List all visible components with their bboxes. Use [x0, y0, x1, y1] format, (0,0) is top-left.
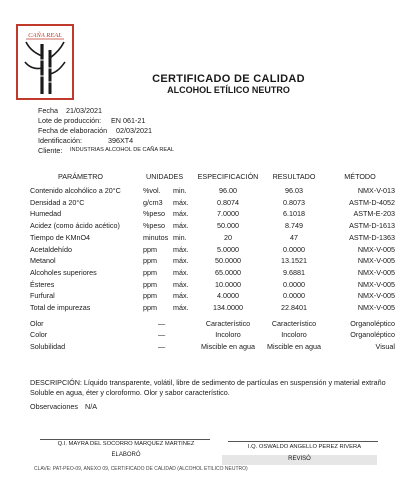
row-especificacion: 134.0000 [213, 303, 243, 312]
row-unidades: g/cm3 [143, 197, 163, 207]
row-especificacion: 96.00 [219, 186, 237, 195]
row-metodo: NMX-V-005 [357, 279, 395, 289]
row-parametro: Ésteres [30, 279, 55, 289]
row-resultado: 0.0000 [283, 291, 305, 301]
row-metodo: Organoléptico [350, 330, 395, 340]
row-parametro: Furfural [30, 291, 55, 301]
row-metodo: NMX-V-005 [357, 267, 395, 277]
observaciones-value: N/A [85, 402, 97, 411]
lote-value: EN 061-21 [111, 116, 146, 125]
row-parametro: Metanol [30, 256, 56, 266]
row-resultado: 8.749 [285, 221, 303, 231]
row-metodo: NMX-V-013 [357, 186, 395, 195]
row-parametro: Contenido alcohólico a 20°C [30, 186, 121, 195]
row-especificacion: 20 [224, 232, 232, 242]
row-unidades: ppm [143, 291, 157, 301]
header-resultado: RESULTADO [272, 172, 316, 181]
row-limite: máx. [173, 279, 189, 289]
row-parametro: Solubilidad [30, 342, 66, 352]
signature-line-right [228, 441, 378, 442]
elaboracion-value: 02/03/2021 [116, 126, 152, 135]
row-resultado: 6.1018 [283, 209, 305, 219]
identificacion-label: Identificación: [38, 136, 82, 145]
row-metodo: NMX-V-005 [357, 244, 395, 254]
row-limite: máx. [173, 209, 189, 219]
row-resultado: Incoloro [281, 330, 307, 340]
signature-left-role: ELABORÓ [111, 452, 141, 458]
row-unidades: ppm [143, 303, 157, 312]
row-resultado: Característico [271, 318, 317, 328]
row-limite: máx. [173, 221, 189, 231]
row-parametro: Acetaldehído [30, 244, 72, 254]
document-footer: CLAVE: PAT-PEO-09, ANEXO 09, CERTIFICADO DE CALIDAD (ALCOHOL ETILICO NEUTRO) [34, 466, 248, 472]
row-unidades: %peso [143, 209, 165, 219]
row-parametro: Humedad [30, 209, 62, 219]
row-metodo: NMX-V-005 [357, 303, 395, 312]
row-limite: máx. [173, 267, 189, 277]
row-resultado: 0.0000 [283, 244, 305, 254]
header-especificacion: ESPECIFICACIÓN [197, 172, 259, 181]
row-limite: máx. [173, 244, 189, 254]
header-unidades: UNIDADES [146, 172, 184, 181]
identificacion-value: 396XT4 [108, 136, 134, 145]
row-unidades: — [158, 342, 166, 352]
cliente-label: Cliente: [38, 146, 63, 155]
row-unidades: — [158, 330, 166, 340]
row-metodo: ASTM-D-1363 [349, 232, 395, 242]
certificate-title: CERTIFICADO DE CALIDAD [152, 73, 305, 85]
row-metodo: ASTM-E-203 [353, 209, 395, 219]
signature-line-left [40, 439, 210, 440]
row-especificacion: 50.0000 [215, 256, 241, 266]
signature-right-name: I.Q. OSWALDO ANGELLO PEREZ RIVERA [247, 444, 362, 450]
header-metodo: MÉTODO [344, 172, 376, 181]
fecha-value: 21/03/2021 [66, 106, 102, 115]
row-parametro: Tiempo de KMnO4 [30, 232, 91, 242]
row-especificacion: 10.0000 [215, 279, 241, 289]
row-especificacion: 0.8074 [217, 197, 239, 207]
row-resultado: 22.8401 [281, 303, 307, 312]
row-resultado: Miscible en agua [267, 342, 321, 352]
row-limite: máx. [173, 197, 189, 207]
signature-left-name: Q.I. MAYRA DEL SOCORRO MARQUEZ MARTINEZ [57, 441, 195, 447]
certificate-subtitle: ALCOHOL ETÍLICO NEUTRO [167, 85, 290, 95]
row-unidades: %peso [143, 221, 165, 231]
row-especificacion: 7.0000 [217, 209, 239, 219]
row-resultado: 0.8073 [283, 197, 305, 207]
signature-right-role: REVISÓ [288, 456, 311, 462]
elaboracion-label: Fecha de elaboración [38, 126, 108, 135]
row-unidades: ppm [143, 279, 157, 289]
row-metodo: NMX-V-005 [357, 291, 395, 301]
fecha-label: Fecha [38, 106, 58, 115]
row-metodo: ASTM-D-1613 [349, 221, 395, 231]
cliente-value: INDUSTRIAS ALCOHOL DE CAÑA REAL [70, 147, 174, 153]
row-metodo: Organoléptico [350, 318, 395, 328]
row-resultado: 0.0000 [283, 279, 305, 289]
description-text: DESCRIPCIÓN: Líquido transparente, volátil, libre de sedimento de partículas en suspensión y material extraño Soluble en agua, éter y cloroformo. Olor y sabor característico. [30, 378, 386, 397]
row-especificacion: 4.0000 [217, 291, 239, 301]
row-limite: máx. [173, 291, 189, 301]
row-especificacion: Incoloro [215, 330, 241, 340]
row-especificacion: 65.0000 [215, 267, 241, 277]
row-metodo: NMX-V-005 [357, 256, 395, 266]
row-unidades: %vol. [143, 186, 161, 195]
row-unidades: ppm [143, 267, 157, 277]
row-resultado: 9.6881 [283, 267, 305, 277]
lote-label: Lote de producción: [38, 116, 102, 125]
row-especificacion: 5.0000 [217, 244, 239, 254]
row-unidades: ppm [143, 244, 157, 254]
logo-brand-text: CAÑA REAL [28, 32, 62, 39]
row-resultado: 96.03 [285, 186, 303, 195]
row-especificacion: Característico [205, 318, 251, 328]
row-parametro: Alcoholes superiores [30, 267, 97, 277]
row-parametro: Olor [30, 318, 44, 328]
row-unidades: ppm [143, 256, 157, 266]
row-parametro: Acidez (como ácido acético) [30, 221, 120, 231]
row-especificacion: 50.000 [217, 221, 239, 231]
row-limite: min. [173, 232, 187, 242]
row-parametro: Total de impurezas [30, 303, 91, 312]
row-limite: min. [173, 186, 187, 195]
row-limite: máx. [173, 256, 189, 266]
observaciones-label: Observaciones [30, 402, 78, 411]
row-parametro: Color [30, 330, 48, 340]
row-resultado: 47 [290, 232, 298, 242]
row-unidades: — [158, 318, 166, 328]
row-metodo: ASTM-D-4052 [349, 197, 395, 207]
row-especificacion: Miscible en agua [201, 342, 255, 352]
row-metodo: Visual [375, 342, 395, 352]
header-parametro: PARÁMETRO [58, 172, 103, 181]
row-limite: máx. [173, 303, 189, 312]
row-unidades: minutos [143, 232, 169, 242]
row-parametro: Densidad a 20°C [30, 197, 85, 207]
row-resultado: 13.1521 [281, 256, 307, 266]
